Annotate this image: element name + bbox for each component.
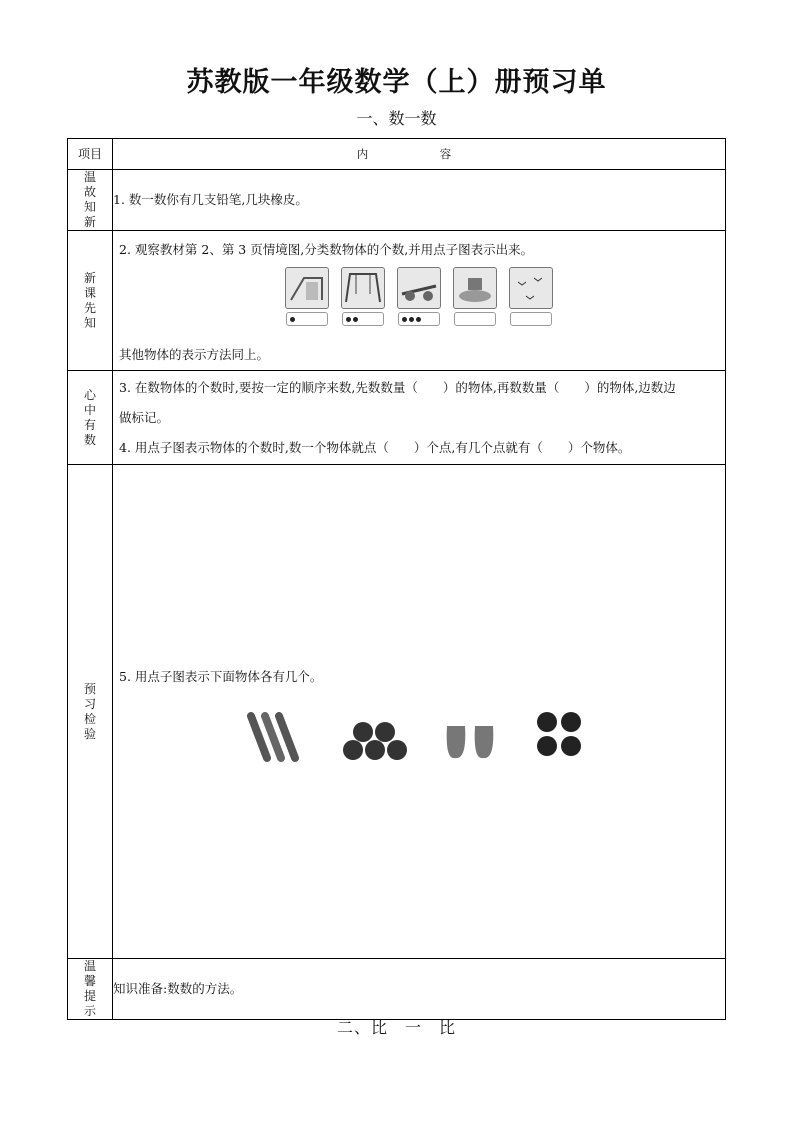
section-heading: 一、数一数 xyxy=(356,109,437,128)
radishes-icon xyxy=(531,706,591,762)
row-text: 4. 用点子图表示物体的个数时,数一个物体就点（ ）个点,有几个点就有（ ）个物体。 xyxy=(119,439,631,455)
peppers-icon xyxy=(441,716,501,762)
scene-card xyxy=(284,267,330,326)
carrots-icon xyxy=(247,712,311,762)
header-content: 内 容 xyxy=(113,139,726,170)
slide-picture-icon xyxy=(285,267,329,309)
row-text: 知识准备:数数的方法。 xyxy=(113,959,726,1020)
scene-card xyxy=(340,267,386,326)
scene-card xyxy=(508,267,554,326)
scene-card xyxy=(452,267,498,326)
dot-box xyxy=(398,312,440,326)
table-header-row xyxy=(68,139,726,170)
table-row xyxy=(68,465,726,959)
row-label: 温故知新 xyxy=(83,170,96,229)
row-text: 做标记。 xyxy=(119,409,170,425)
row-text: 3. 在数物体的个数时,要按一定的顺序来数,先数数量（ ）的物体,再数数量（ ）的物体,边数边 xyxy=(119,379,676,395)
row-text: 2. 观察教材第 2、第 3 页情境图,分类数物体的个数,并用点子图表示出来。 xyxy=(119,242,534,257)
pool-picture-icon xyxy=(453,267,497,309)
table-row xyxy=(68,231,726,371)
birds-picture-icon xyxy=(509,267,553,309)
scene-dot-cards xyxy=(113,267,725,326)
table-row xyxy=(68,959,726,1020)
row-text: 其他物体的表示方法同上。 xyxy=(119,347,270,362)
object-pictures xyxy=(113,706,725,762)
table-row xyxy=(68,371,726,465)
dot-box xyxy=(286,312,328,326)
header-item: 项目 xyxy=(68,139,113,170)
dot-box xyxy=(510,312,552,326)
row-label: 新课先知 xyxy=(83,270,96,330)
scene-card xyxy=(396,267,442,326)
swing-picture-icon xyxy=(341,267,385,309)
table-row xyxy=(68,170,726,231)
dot-box xyxy=(454,312,496,326)
row-label: 预习检验 xyxy=(83,681,96,741)
row-text: 5. 用点子图表示下面物体各有几个。 xyxy=(119,668,323,684)
row-label: 温馨提示 xyxy=(83,959,96,1018)
next-section-heading: 二、比 一 比 xyxy=(336,1018,456,1037)
dot-box xyxy=(342,312,384,326)
seesaw-picture-icon xyxy=(397,267,441,309)
page-title: 苏教版一年级数学（上）册预习单 xyxy=(186,67,607,98)
preview-table xyxy=(67,138,726,1020)
tomatoes-icon xyxy=(341,718,411,762)
row-label: 心中有数 xyxy=(83,387,96,447)
row-text: 1. 数一数你有几支铅笔,几块橡皮。 xyxy=(113,170,726,231)
